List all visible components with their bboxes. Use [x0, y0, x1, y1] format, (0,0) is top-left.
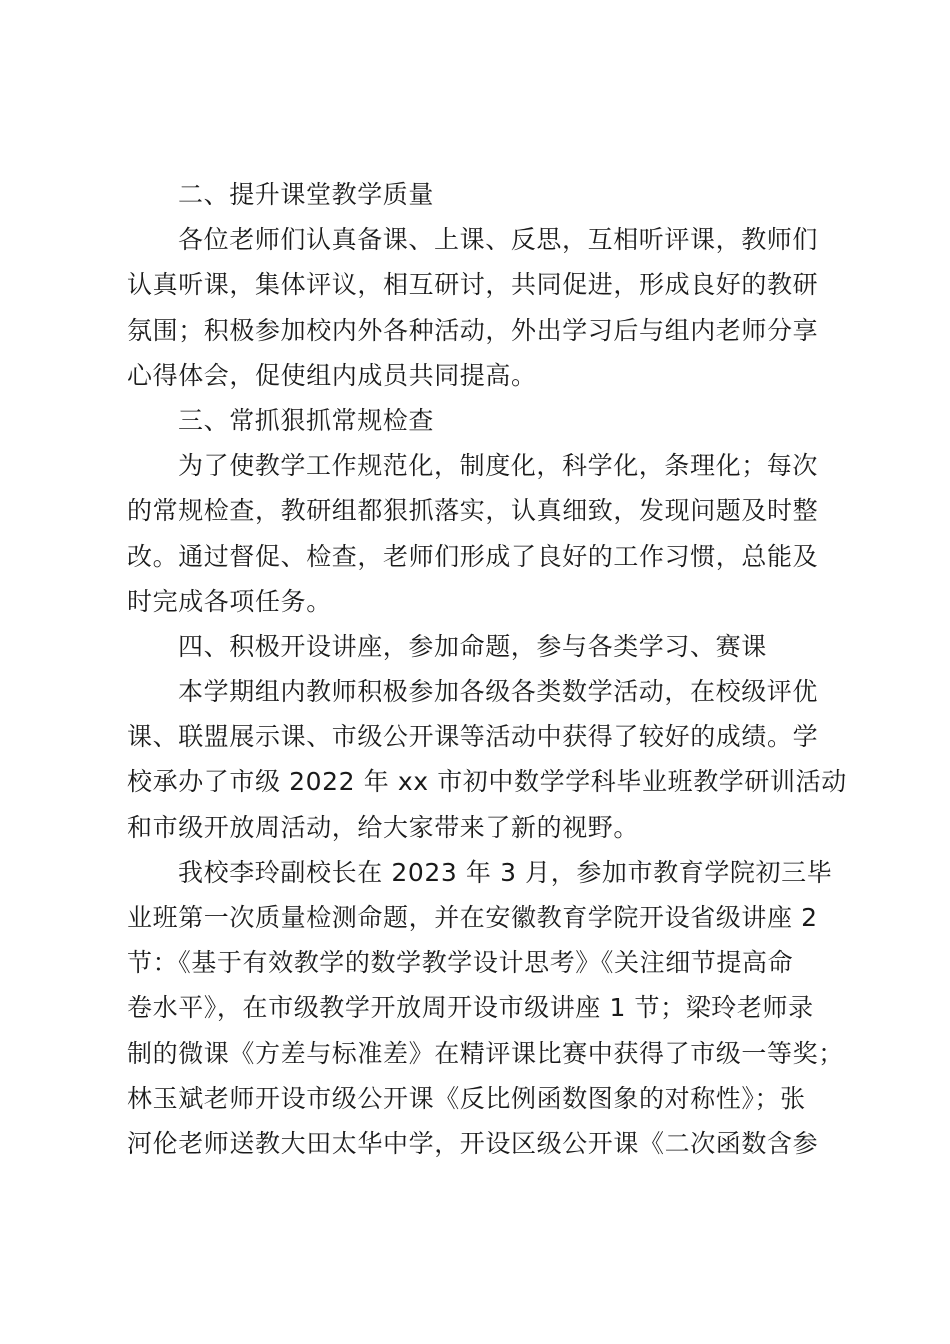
paragraph-line: 我校李玲副校长在 2023 年 3 月，参加市教育学院初三毕	[178, 857, 833, 887]
paragraph-line: 本学期组内教师积极参加各级各类数学活动，在校级评优	[178, 677, 819, 707]
paragraph-line: 氛围；积极参加校内外各种活动，外出学习后与组内老师分享	[127, 315, 819, 345]
paragraph-line: 制的微课《方差与标准差》在精评课比赛中获得了市级一等奖；	[127, 1038, 844, 1068]
paragraph-line: 河伦老师送教大田太华中学，开设区级公开课《二次函数含参	[127, 1128, 819, 1158]
paragraph-line: 认真听课，集体评议，相互研讨，共同促进，形成良好的教研	[127, 270, 819, 300]
paragraph-line: 时完成各项任务。	[127, 586, 332, 616]
paragraph-line: 改。通过督促、检查，老师们形成了良好的工作习惯，总能及	[127, 541, 819, 571]
paragraph-line: 心得体会，促使组内成员共同提高。	[127, 360, 537, 390]
section-heading-3: 三、常抓狠抓常规检查	[178, 405, 435, 435]
document-body	[127, 172, 847, 1166]
paragraph-line: 节：《基于有效教学的数学教学设计思考》《关注细节提高命	[127, 948, 794, 978]
section-heading-4: 四、积极开设讲座，参加命题，参与各类学习、赛课	[178, 631, 767, 661]
section-heading-2: 二、提升课堂教学质量	[178, 180, 435, 209]
paragraph-line: 课、联盟展示课、市级公开课等活动中获得了较好的成绩。学	[127, 722, 819, 752]
paragraph-line: 卷水平》，在市级教学开放周开设市级讲座 1 节；梁玲老师录	[127, 993, 814, 1023]
paragraph-line: 的常规检查，教研组都狠抓落实，认真细致，发现问题及时整	[127, 496, 819, 526]
paragraph-line: 为了使教学工作规范化，制度化，科学化，条理化；每次	[178, 451, 819, 481]
paragraph-line: 业班第一次质量检测命题，并在安徽教育学院开设省级讲座 2	[127, 903, 818, 932]
paragraph-line: 林玉斌老师开设市级公开课《反比例函数图象的对称性》；张	[127, 1083, 806, 1113]
paragraph-line: 校承办了市级 2022 年 xx 市初中数学学科毕业班教学研训活动	[127, 767, 847, 797]
paragraph-line: 各位老师们认真备课、上课、反思，互相听评课，教师们	[178, 225, 819, 255]
paragraph-line: 和市级开放周活动，给大家带来了新的视野。	[127, 812, 640, 842]
